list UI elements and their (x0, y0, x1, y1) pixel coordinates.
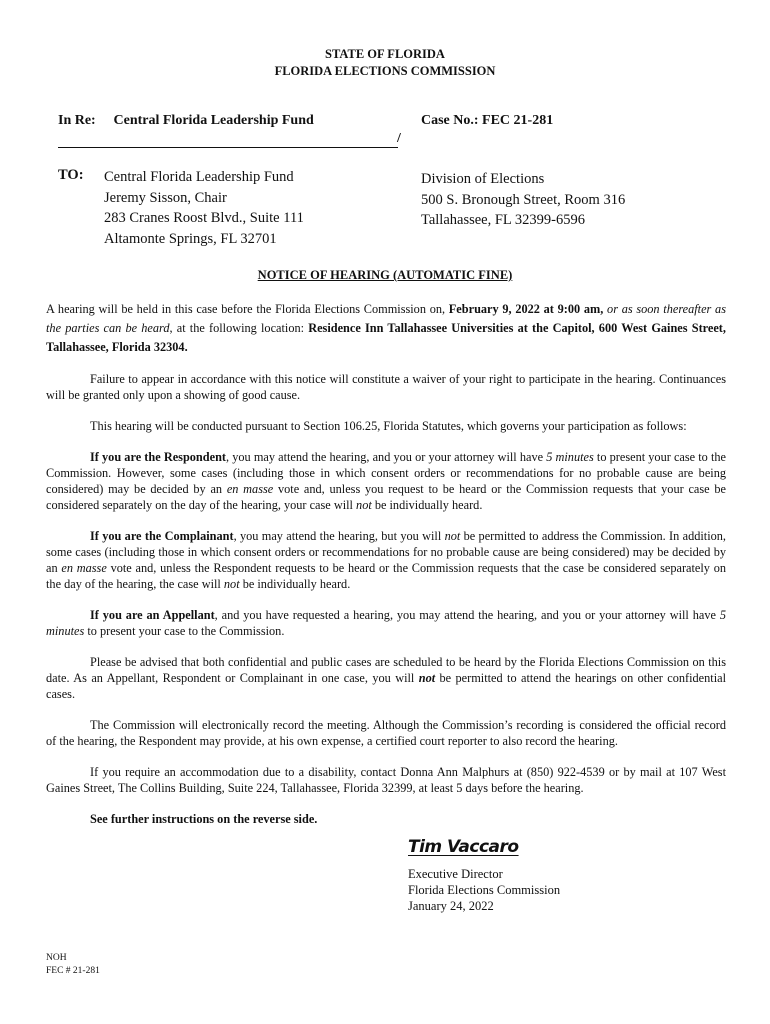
in-re-line (58, 113, 314, 129)
footer-case-ref: FEC # 21-281 (46, 965, 100, 976)
signer-title: Executive Director (408, 867, 503, 881)
signature-block (408, 836, 560, 914)
accommodation-paragraph: If you require an accommodation due to a disability, contact Donna Ann Malphurs at (850) 922-4539 or by mail at 107 West Gaines Street, The Collins Building, Suite 224, Tallahassee, Florida 32399, at least 5 days before the hearing. (46, 765, 726, 795)
recipient-line: Jeremy Sisson, Chair (104, 189, 227, 206)
recipient-line: Altamonte Springs, FL 32701 (104, 230, 277, 247)
in-re-label: In Re: (58, 113, 96, 128)
recipient-line: 283 Cranes Roost Blvd., Suite 111 (104, 210, 304, 226)
notice-title: NOTICE OF HEARING (AUTOMATIC FINE) (257, 268, 513, 282)
respondent-paragraph: If you are the Respondent, you may attend the hearing, and you or your attorney will have 5 minutes to present your case to the Commission. However, some cases (including those in which consent orders or recommendations for no probable cause are being considered) may be decided by an en masse vote and, unless you request to be heard or the Commission requests that your case be considered separately on the day of the hearing, your case will not be individually heard. (46, 450, 726, 512)
copy-line: 500 S. Bronough Street, Room 316 (421, 191, 626, 208)
state-heading: STATE OF FLORIDA (325, 47, 445, 61)
copy-address (421, 169, 625, 231)
footer-form-code: NOH (46, 953, 67, 963)
case-number: Case No.: FEC 21-281 (421, 113, 554, 128)
reverse-side-note: See further instructions on the reverse side. (90, 812, 318, 826)
signature-date: January 24, 2022 (408, 899, 494, 913)
notice-body (46, 300, 726, 842)
statute-paragraph: This hearing will be conducted pursuant to Section 106.25, Florida Statutes, which governs your participation as follows: (90, 419, 687, 433)
recipient-line: Central Florida Leadership Fund (104, 169, 294, 185)
recipient-address (104, 167, 304, 249)
recording-paragraph: The Commission will electronically record the meeting. Although the Commission’s recording is considered the official record of the hearing, the Respondent may provide, at his own expense, a certified court reporter to also record the hearing. (46, 718, 726, 748)
confidential-paragraph: Please be advised that both confidential and public cases are scheduled to be heard by the Florida Elections Commission on this date. As an Appellant, Respondent or Complainant in one case, you will not be permitted to attend the hearings on other confidential cases. (46, 655, 726, 701)
commission-heading: FLORIDA ELECTIONS COMMISSION (274, 64, 496, 78)
hearing-paragraph: A hearing will be held in this case before the Florida Elections Commission on, February 9, 2022 at 9:00 am, or as soon thereafter as the parties can be heard, at the following location: Residence Inn Tallahassee Universities at the Capitol, 600 West Gaines Street, Tallahassee, Florida 32304. (46, 302, 726, 354)
signer-org: Florida Elections Commission (408, 883, 561, 897)
document-footer (46, 952, 100, 977)
in-re-party: Central Florida Leadership Fund (113, 113, 314, 128)
failure-paragraph: Failure to appear in accordance with this notice will constitute a waiver of your right to participate in the hearing. Continuances will be granted only upon a showing of good cause. (46, 372, 726, 402)
caption-rule (58, 147, 398, 148)
copy-line: Division of Elections (421, 171, 545, 187)
copy-line: Tallahassee, FL 32399-6596 (421, 212, 585, 228)
complainant-paragraph: If you are the Complainant, you may attend the hearing, but you will not be permitted to address the Commission. In addition, some cases (including those in which consent orders or recommendations for no probable cause are being considered) may be decided by an en masse vote and, unless the Respondent requests to be heard or the Commission requests that the case be considered separately on the day of the hearing, the case will not be individually heard. (46, 529, 726, 591)
appellant-paragraph: If you are an Appellant, and you have requested a hearing, you may attend the hearing, and you or your attorney will have 5 minutes to present your case to the Commission. (46, 608, 726, 638)
caption-slash: / (397, 131, 401, 146)
signature: Tim Vaccaro (408, 837, 519, 857)
document-header (0, 46, 770, 80)
to-label: TO: (58, 167, 84, 183)
